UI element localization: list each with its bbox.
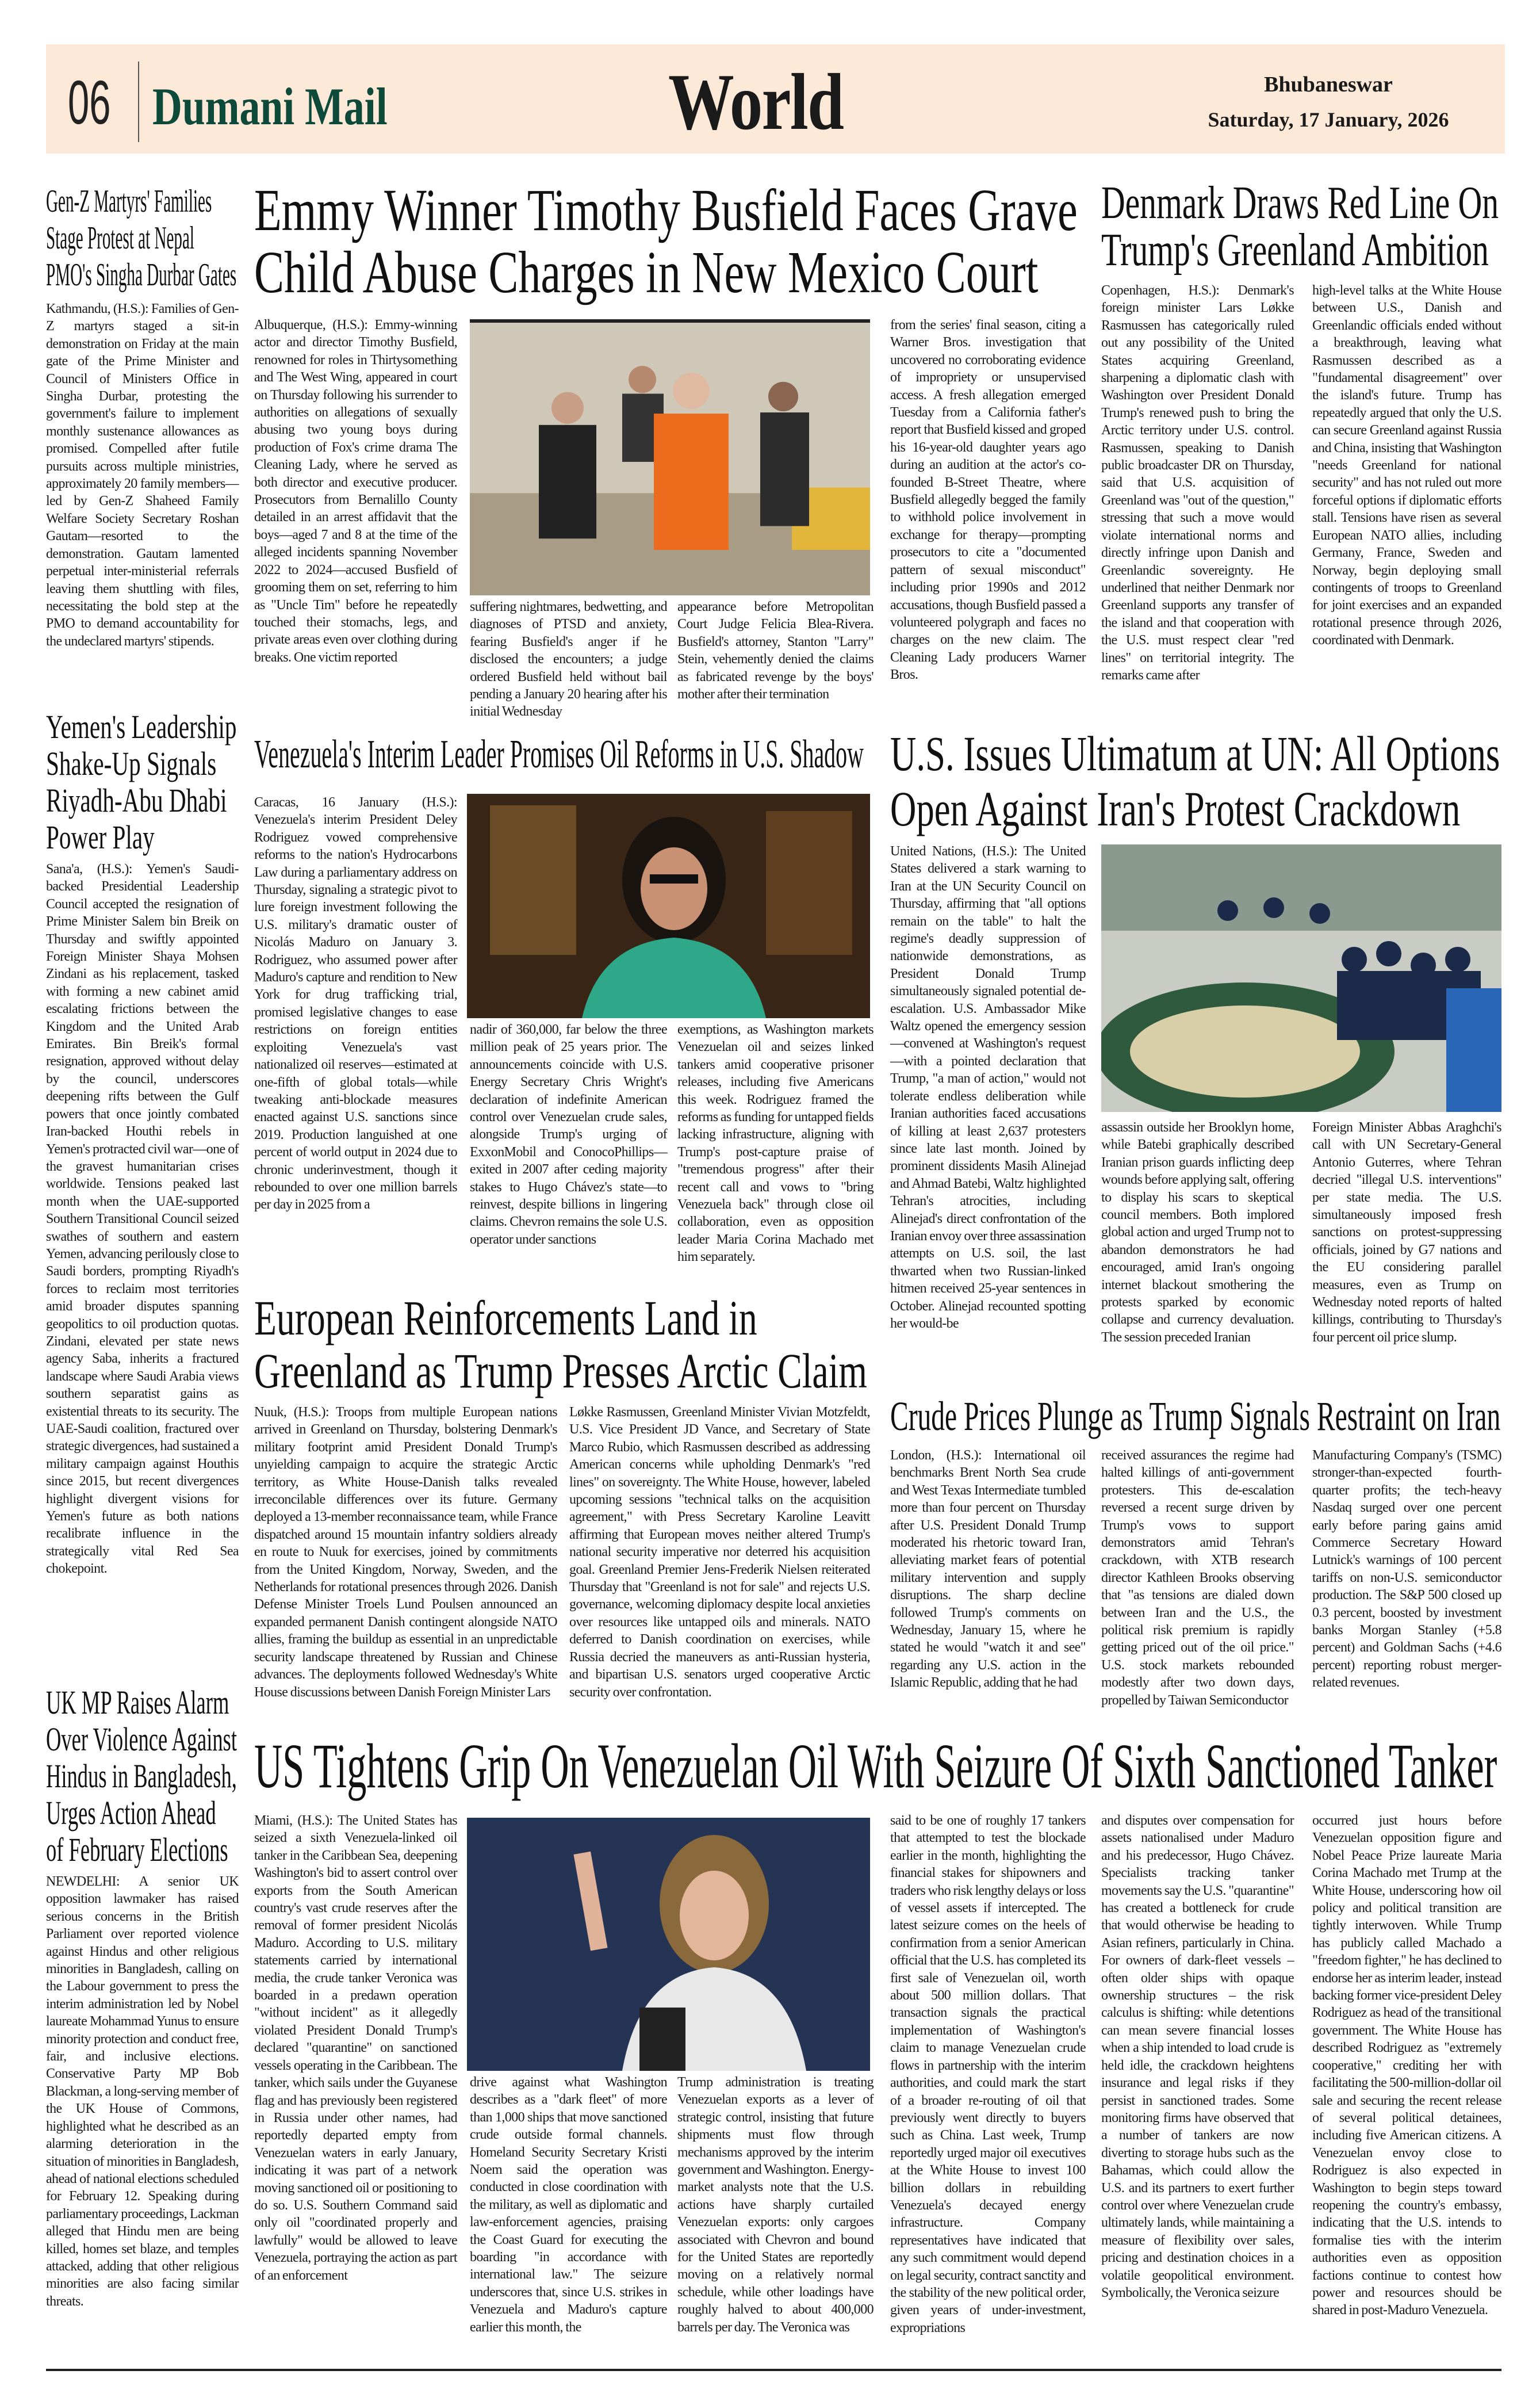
edition-date: Saturday, 17 January, 2026 [1208,108,1449,131]
photo-busfield-court [470,319,870,595]
article-venezuela-col-1: Caracas, 16 January (H.S.): Venezuela's interim President Deley Rodriguez vowed comprehensive reforms to the nation's Hydrocarbons Law during a parliamentary address on Thursday, signaling a strategic pivot to lure foreign investment following the U.S. military's dramatic ouster of Nicolás Maduro on January 3. Rodriguez, who assumed power after Maduro's capture and rendition to New York for drug trafficking trial, promised legislative changes to ease restrictions on foreign entities exploiting Venezuela's vast nationalized oil reserves—estimated at one-fifth of global totals—while tweaking anti-blockade measures enacted against U.S. sanctions since 2019. Production languished at one percent of world output in 2024 due to chronic underinvestment, though it rebounded to over one million barrels per day in 2025 from a [254,795,457,1213]
article-european-col-2: Løkke Rasmussen, Greenland Minister Vivian Motzfeldt, U.S. Vice President JD Vance, and Secretary of State Marco Rubio, which Rasmussen described as addressing American concerns while upholding Denmark's "red lines" on sovereignty. The White House, however, labeled upcoming sessions "technical talks on the acquisition agreement," with Press Secretary Karoline Leavitt affirming that European moves neither altered Trump's national security imperative nor deterred his acquisition goal. Greenland Premier Jens-Frederik Nielsen reiterated Thursday that "Greenland is not for sale" and rejects U.S. governance, welcoming diplomacy despite local anxieties over resources like untapped oils and minerals. NATO deferred to Danish coordination on exercises, while Russia decried the maneuvers as anti-Russian hysteria, and bipartisan U.S. senators urged cooperative Arctic security over confrontation. [569,1405,870,1700]
article-crude-col-1: London, (H.S.): International oil benchmarks Brent North Sea crude and West Texas Intermediate tumbled more than four percent on Thursday after U.S. President Donald Trump moderated his rhetoric toward Iran, alleviating market fears of potential military intervention and supply disruptions. The sharp decline followed Trump's comments on Wednesday, January 15, where he stated he would "watch it and see" regarding any U.S. action in the Islamic Republic, adding that he had [890,1448,1086,1691]
article-tanker-col-5: and disputes over compensation for assets nationalised under Maduro and his predecessor, Hugo Chávez. Specialists tracking tanker movements say the U.S. "quarantine" has created a bottleneck for crude that would otherwise be heading to Asian refiners, particularly in China. For owners of dark-fleet vessels – often older ships with opaque ownership structures – the risk calculus is shifting: while detentions can mean severe financial losses when a ship intended to load crude is held idle, the crackdown heightens insurance and legal risks if they persist in sanctioned trades. Some monitoring firms have observed that a number of tankers are now diverting to storage hubs such as the Bahamas, which could allow the U.S. and its partners to exert further control over where Venezuelan crude ultimately lands, while maintaining a measure of flexibility over sales, pricing and destination choices in a volatile geopolitical environment. Symbolically, the Veronica seizure [1101,1813,1294,2300]
headline-uk-mp: UK MP Raises Alarm Over Violence Against Hindus in Bangladesh, Urges Action Ahead of February Elections [46,1684,237,1868]
article-nepal-body: Kathmandu, (H.S.): Families of Gen-Z martyrs staged a sit-in demonstration on Friday at the main gate of the Prime Minister and Council of Ministers Office in Singha Durbar, protesting the government's failure to implement monthly sustenance allowances as promised. Compelled after futile pursuits across multiple ministries, approximately 20 family members—led by Gen-Z Shaheed Family Welfare Society Secretary Roshan Gautam—resorted to the demonstration. Gautam lamented perpetual inter-ministerial referrals leaving them shuttling with files, necessitating the bold step at the PMO to demand accountability for the undeclared martyrs' stipends. [46,301,239,649]
article-denmark-col-2: high-level talks at the White House between U.S., Danish and Greenlandic officials ended without a breakthrough, leaving what Rasmussen described as a "fundamental disagreement" over the island's future. Trump has repeatedly argued that only the U.S. can secure Greenland against Russia and China, insisting that Washington "needs Greenland for national security" and has not ruled out more forceful options if diplomatic efforts stall. Tensions have risen as several European NATO allies, including Germany, France, Sweden and Norway, begin deploying small contingents of troops to Greenland for joint exercises and an expanded rotational presence through 2026, coordinated with Denmark. [1312,283,1501,648]
edition-city: Bhubaneswar [1264,72,1393,97]
headline-european: European Reinforcements Land in Greenland as Trump Presses Arctic Claim [254,1290,867,1398]
headline-emmy: Emmy Winner Timothy Busfield Faces Grave Child Abuse Charges in New Mexico Court [254,177,1078,305]
article-tanker-col-4: said to be one of roughly 17 tankers that attempted to test the blockade earlier in the month, highlighting the financial stakes for shipowners and traders who risk lengthy delays or loss of vessel assets if intercepted. The latest seizure comes on the heels of confirmation from a senior American official that the U.S. has completed its first sale of Venezuelan oil, worth about 500 million dollars. That transaction signals the practical implementation of Washington's claim to manage Venezuelan crude flows in partnership with the interim authorities, and could mark the start of a broader re-routing of oil that previously went directly to buyers such as China. Last week, Trump reportedly urged major oil executives at the White House to invest 100 billion dollars in rebuilding Venezuela's decayed energy infrastructure. Company representatives have indicated that any such commitment would depend on legal security, contract sanctity and the stability of the new political order, given years of under-investment, expropriations [890,1813,1086,2335]
article-venezuela-col-3: exemptions, as Washington markets Venezuelan oil and seizes linked tankers amid cooperative prisoner releases, including five Americans this week. Rodriguez framed the reforms as funding for untapped fields lacking infrastructure, aligning with Trump's post-capture praise of "tremendous progress" after their recent call and vows to "bring Venezuela back" through close oil collaboration, even as opposition leader Maria Corina Machado met him separately. [677,1022,874,1265]
article-un-iran-col-3: Foreign Minister Abbas Araghchi's call with UN Secretary-General Antonio Guterres, where Tehran decried "illegal U.S. interventions" per state media. The U.S. simultaneously imposed fresh sanctions on protest-suppressing officials, joined by G7 nations and the EU considering parallel measures, even as Trump on Wednesday noted reports of halted killings, contributing to Thursday's four percent oil price slump. [1312,1120,1501,1345]
page-number: 06 [68,67,111,137]
article-emmy-col-2: suffering nightmares, bedwetting, and diagnoses of PTSD and anxiety, fearing Busfield's anger if he disclosed the encounters; a judge ordered Busfield held without bail pending a January 20 hearing after his initial Wednesday [470,599,667,720]
headline-un-iran: U.S. Issues Ultimatum at UN: All Options Open Against Iran's Protest Crackdown [890,726,1500,836]
article-un-iran-col-2: assassin outside her Brooklyn home, while Batebi graphically described Iranian prison guards inflicting deep wounds before applying salt, offering to display his scars to skeptical council members. Both implored global action and urged Trump not to abandon demonstrators he had encouraged, amid Iran's ongoing internet blackout smothering the protests sparked by economic collapse and currency devaluation. The session preceded Iranian [1101,1120,1294,1345]
article-emmy-col-1: Albuquerque, (H.S.): Emmy-winning actor and director Timothy Busfield, renowned for roles in Thirtysomething and The West Wing, appeared in court on Thursday following his surrender to authorities on allegations of sexually abusing two young boys during production of Fox's crime drama The Cleaning Lady, where he served as both director and executive producer. Prosecutors from Bernalillo County detailed in an arrest affidavit that the boys—aged 7 and 8 at the time of the alleged incidents spanning November 2022 to 2024—accused Busfield of grooming them on set, referring to him as "Uncle Tim" before he repeatedly touched their stomachs, legs, and private areas even over clothing during breaks. One victim reported [254,318,457,665]
article-tanker-col-2: drive against what Washington describes as a "dark fleet" of more than 1,000 ships that move sanctioned crude outside formal channels. Homeland Security Secretary Kristi Noem said the operation was conducted in close coordination with the military, as well as diplomatic and law-enforcement agencies, praising the Coast Guard for executing the boarding "in accordance with international law." The seizure underscores that, since U.S. strikes in Venezuela and Maduro's capture earlier this month, the [470,2075,667,2335]
article-crude-col-3: Manufacturing Company's (TSMC) stronger-than-expected fourth-quarter profits; the tech-heavy Nasdaq surged over one percent early before paring gains amid Commerce Secretary Howard Lutnick's warnings of 100 percent tariffs on non-U.S. semiconductor production. The S&P 500 closed up 0.3 percent, boosted by investment banks Morgan Stanley (+5.8 percent) and Goldman Sachs (+4.6 percent) reporting robust merger-related revenues. [1312,1448,1501,1691]
article-crude-col-2: received assurances the regime had halted killings of anti-government protesters. This de-escalation reversed a recent surge driven by Trump's vows to support demonstrators amid Tehran's crackdown, with XTB research director Kathleen Brooks observing that "as tensions are dialed down between Iran and the U.S., the political risk premium is rapidly getting priced out of the oil price." U.S. stock markets rebounded modestly after two down days, propelled by Taiwan Semiconductor [1101,1448,1294,1708]
headline-yemen: Yemen's Leadership Shake-Up Signals Riyadh-Abu Dhabi Power Play [46,708,237,856]
headline-venezuela: Venezuela's Interim Leader Promises Oil Reforms in U.S. Shadow [254,732,864,777]
article-european-col-1: Nuuk, (H.S.): Troops from multiple European nations arrived in Greenland on Thursday, bolstering Denmark's military footprint amid President Donald Trump's unyielding campaign to acquire the strategic Arctic territory, as White House-Danish talks revealed irreconcilable differences over its future. Germany deployed a 13-member reconnaissance team, while France dispatched around 15 mountain infantry soldiers already en route to Nuuk for exercises, joined by commitments from the United Kingdom, Norway, Sweden, and the Netherlands for rotational presences through 2026. Danish Defense Minister Troels Lund Poulsen announced an expanded permanent Danish contingent alongside NATO allies, framing the buildup as essential in an unpredictable security landscape threatened by Russian and Chinese advances. The deployments followed Wednesday's White House discussions between Danish Foreign Minister Lars [254,1405,557,1700]
photo-rodriguez [467,794,870,1018]
photo-kristi-noem [467,1818,870,2071]
masthead-divider [138,62,139,142]
article-tanker-col-1: Miami, (H.S.): The United States has seized a sixth Venezuela-linked oil tanker in the Caribbean Sea, deepening Washington's bid to assert control over exports from the South American country's vast crude reserves after the removal of former president Nicolás Maduro. According to U.S. military statements carried by international media, the crude tanker Veronica was boarded in a predawn operation "without incident" as it allegedly violated President Donald Trump's declared "quarantine" on sanctioned vessels operating in the Caribbean. The tanker, which sails under the Guyanese flag and has previously been registered in Russia under other names, had reportedly departed empty from Venezuelan waters in early January, indicating it was part of a network moving sanctioned oil or positioning to do so. U.S. Southern Command said only oil "coordinated properly and lawfully" would be allowed to leave Venezuela, portraying the action as part of an enforcement [254,1813,457,2283]
headline-tanker: US Tightens Grip On Venezuelan Oil With Seizure Of Sixth Sanctioned Tanker [254,1731,1497,1801]
article-yemen-body: Sana'a, (H.S.): Yemen's Saudi-backed Presidential Leadership Council accepted the resignation of Prime Minister Salem bin Breik on Thursday and swiftly appointed Foreign Minister Shaya Mohsen Zindani as his replacement, tasked with forming a new cabinet amid escalating frictions between the Kingdom and the United Arab Emirates. Bin Breik's formal resignation, approved without delay by the council, underscores deepening rifts between the Gulf powers that once jointly combated Iran-backed Houthi rebels in Yemen's protracted civil war—one of the gravest humanitarian crises worldwide. Tensions peaked last month when the UAE-supported Southern Transitional Council seized swathes of southern and eastern Yemen, advancing perilously close to Saudi borders, prompting Riyadh's forces to reclaim most territories amid broader disputes spanning geopolitics to oil production quotas. Zindani, elevated per state news agency Saba, inherits a fractured landscape where Saudi Arabia views southern separatist gains as existential threats to its security. The UAE-Saudi coalition, fractured over strategic divergences, had sustained a military campaign against Houthis since 2015, but recent divergences highlight divergent visions for Yemen's future as both nations recalibrate influence in the strategically vital Red Sea chokepoint. [46,862,239,1577]
article-venezuela-col-2: nadir of 360,000, far below the three million peak of 25 years prior. The announcements coincide with U.S. Energy Secretary Chris Wright's declaration of indefinite American control over Venezuelan crude sales, alongside Trump's urging of ExxonMobil and ConocoPhillips—exited in 2007 after ceding majority stakes to Hugo Chávez's state—to reinvest, despite billions in lingering claims. Chevron remains the sole U.S. operator under sanctions [470,1022,667,1247]
article-tanker-col-3: Trump administration is treating Venezuelan exports as a lever of strategic control, insisting that future shipments must flow through mechanisms approved by the interim government and Washington. Energy-market analysts note that the U.S. actions have sharply curtailed Venezuelan exports: only cargoes associated with Chevron and bound for the United States are reportedly moving on a relatively normal schedule, while other loadings have roughly halved to about 400,000 barrels per day. The Veronica was [677,2075,874,2335]
article-tanker-col-6: occurred just hours before Venezuelan opposition figure and Nobel Peace Prize laureate Maria Corina Machado met Trump at the White House, underscoring how oil policy and political transition are tightly interwoven. While Trump has publicly called Machado a "freedom fighter," he has declined to endorse her as interim leader, instead backing former vice-president Deley Rodriguez as head of the transitional government. The White House has described Rodriguez as "extremely cooperative," crediting her with facilitating the 500-million-dollar oil sale and securing the recent release of several political detainees, including five American citizens. A Venezuelan envoy close to Rodriguez is also expected in Washington to begin steps toward reopening the country's embassy, indicating that the U.S. intends to formalise ties with the interim authorities even as opposition factions continue to contest how power and resources should be shared in post-Maduro Venezuela. [1312,1813,1501,2318]
paper-name: Dumani Mail [152,77,388,136]
article-emmy-col-3: appearance before Metropolitan Court Judge Felicia Blea-Rivera. Busfield's attorney, Stanton "Larry" Stein, vehemently denied the claims as fabricated revenge by the boys' mother after their termination [677,599,874,702]
photo-un-security-council [1101,844,1501,1112]
masthead [46,44,1505,154]
headline-crude: Crude Prices Plunge as Trump Signals Restraint on Iran [890,1393,1501,1439]
article-uk-mp-body: NEWDELHI: A senior UK opposition lawmaker has raised serious concerns in the British Parliament over reported violence against Hindus and other religious minorities in Bangladesh, calling on the Labour government to press the interim administration led by Nobel laureate Mohammad Yunus to ensure minority protection and conduct free, fair, and inclusive elections. Conservative Party MP Bob Blackman, a long-serving member of the UK House of Commons, highlighted what he described as an alarming deterioration in the situation of minorities in Bangladesh, ahead of national elections scheduled for February 12. Speaking during parliamentary proceedings, Lackman alleged that Hindu men are being killed, homes set blaze, and temples attacked, adding that other religious minorities are also facing similar threats. [46,1874,239,2309]
article-un-iran-col-1: United Nations, (H.S.): The United States delivered a stark warning to Iran at the UN Security Council on Thursday, affirming that "all options remain on the table" to halt the regime's deadly suppression of nationwide demonstrations, as President Donald Trump simultaneously signaled potential de-escalation. U.S. Ambassador Mike Waltz opened the emergency session—convened at Washington's request—with a pointed declaration that Trump, "a man of action," would not tolerate endless deliberation while Iranian authorities faced accusations of killing at least 2,637 protesters since late last month. Joined by prominent dissidents Masih Alinejad and Ahmad Batebi, Waltz highlighted Tehran's atrocities, including Alinejad's direct confrontation of the Iranian envoy over three assassination attempts on U.S. soil, the last thwarted when two Russian-linked hitmen received 25-year sentences in October. Alinejad recounted spotting her would-be [890,844,1086,1331]
headline-denmark: Denmark Draws Red Line On Trump's Greenland Ambition [1101,178,1499,276]
article-denmark-col-1: Copenhagen, H.S.): Denmark's foreign minister Lars Løkke Rasmussen has categorically ruled out any possibility of the United States acquiring Greenland, sharpening a diplomatic clash with Washington over President Donald Trump's renewed push to bring the Arctic territory under U.S. control. Rasmussen, speaking to Danish public broadcaster DR on Thursday, said that U.S. acquisition of Greenland was "out of the question," stressing that such a move would violate international norms and directly infringe upon Danish and Greenlandic sovereignty. He underlined that neither Denmark nor Greenland supports any transfer of the island and that cooperation with the U.S. must respect clear "red lines" on territorial integrity. The remarks came after [1101,283,1294,683]
article-emmy-col-4: from the series' final season, citing a Warner Bros. investigation that uncovered no corroborating evidence of impropriety or unsupervised access. A fresh allegation emerged Tuesday from a California father's report that Busfield kissed and groped his 16-year-old daughter years ago during an audition at the actor's co-founded B-Street Theatre, where Busfield allegedly begged the family to withhold police involvement in exchange for therapy—prompting prosecutors to cite a "documented pattern of sexual misconduct" including prior 1990s and 2012 accusations, though Busfield passed a volunteered polygraph and faces no charges on the new claim. The Cleaning Lady producers Warner Bros. [890,318,1086,683]
section-title: World [668,58,844,147]
headline-nepal: Gen-Z Martyrs' Families Stage Protest at Nepal PMO's Singha Durbar Gates [46,183,237,293]
bottom-rule [46,2369,1501,2371]
